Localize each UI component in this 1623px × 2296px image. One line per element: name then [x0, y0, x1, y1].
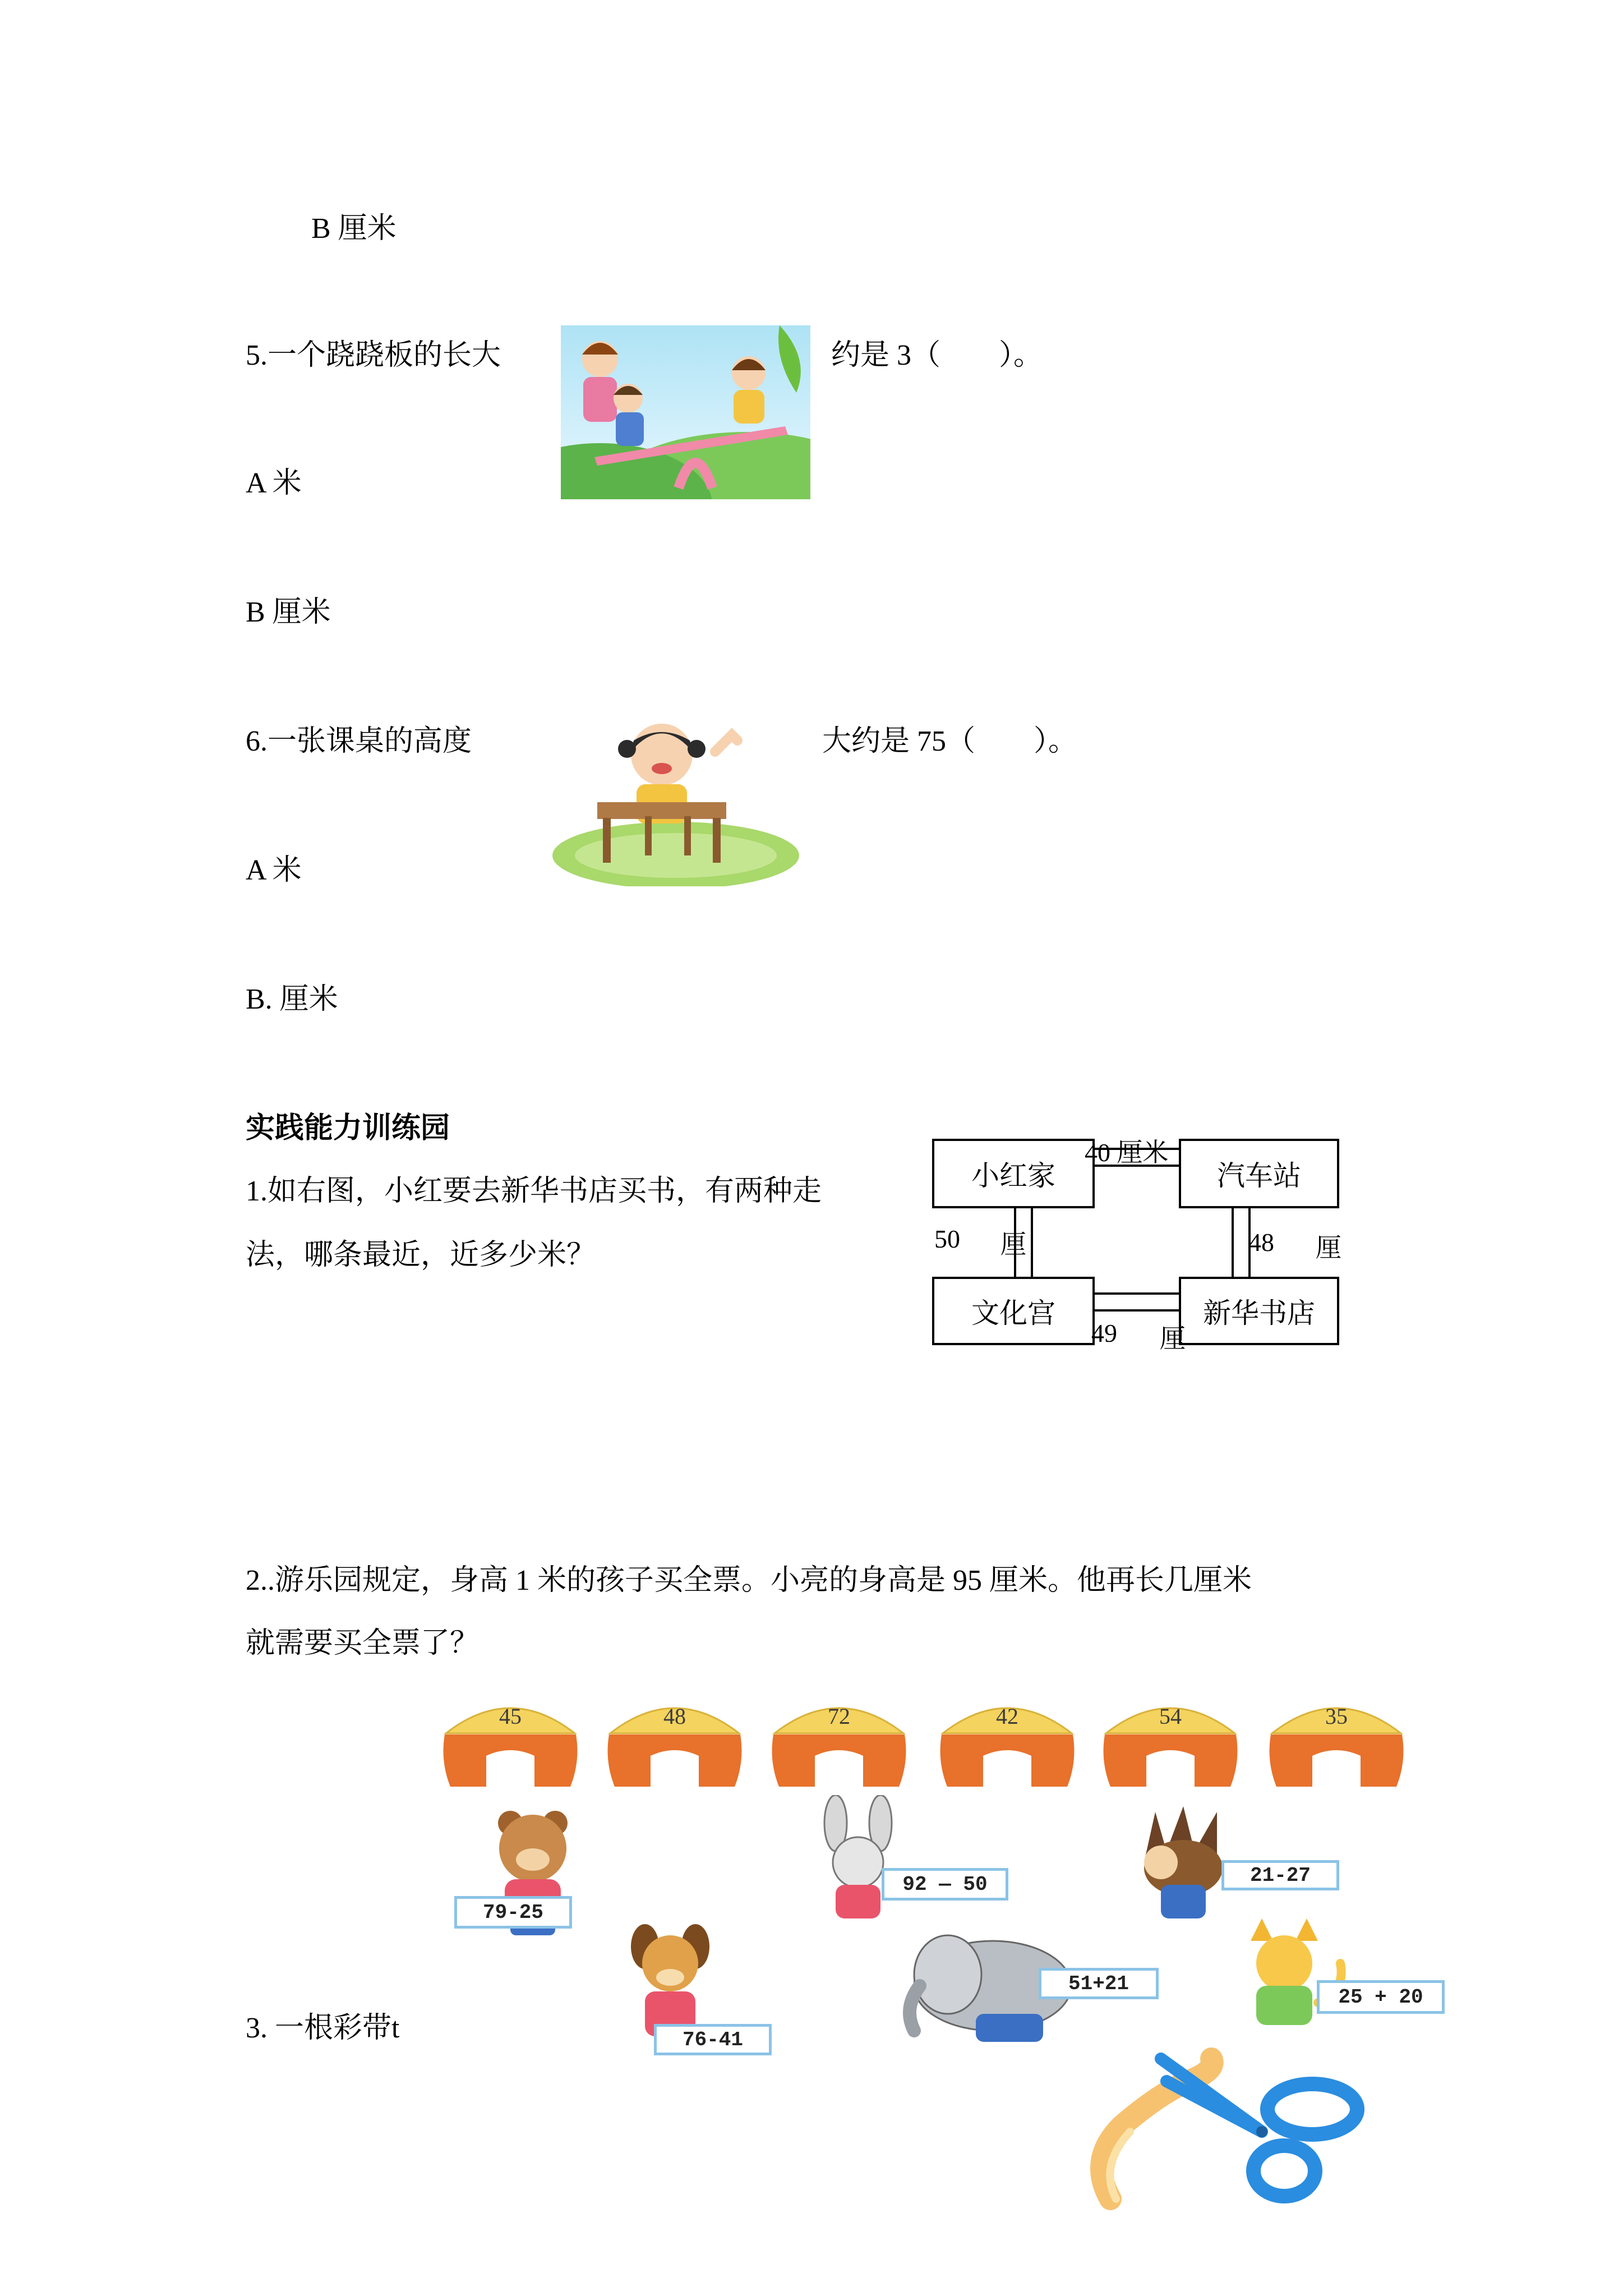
house-number: 35: [1325, 1704, 1348, 1729]
practice-q2-line1: 2..游乐园规定，身高 1 米的孩子买全票。小亮的身高是 95 厘米。他再长几厘米: [246, 1565, 1252, 1596]
place-bus-station: 汽车站: [1179, 1139, 1339, 1208]
house-6: [1266, 1694, 1407, 1795]
place-home: 小红家: [932, 1139, 1095, 1208]
house-number: 45: [499, 1704, 522, 1729]
card-dog: 76-41: [654, 2024, 772, 2055]
card-elephant: 51+21: [1039, 1968, 1159, 1999]
q5-text-right: 约是 3（ ）。: [831, 339, 1043, 371]
label-bottom-road-num: 49: [1091, 1319, 1117, 1347]
place-bookstore: 新华书店: [1179, 1277, 1339, 1345]
top-option-b: B 厘米: [311, 213, 396, 245]
house-number: 42: [996, 1704, 1018, 1729]
label-right-road-unit: 厘: [1316, 1234, 1341, 1262]
house-1: [440, 1694, 580, 1795]
q5-option-a: A 米: [246, 467, 302, 499]
practice-q1-line2: 法，哪条最近，近多少米？: [246, 1239, 596, 1271]
seesaw-illustration: [561, 325, 810, 499]
road-right: [1232, 1208, 1251, 1277]
rabbit-icon: [802, 1795, 920, 1930]
card-cat: 25 + 20: [1317, 1980, 1445, 2014]
label-bottom-road-unit: 厘: [1160, 1324, 1186, 1353]
desk-child-illustration: [547, 718, 805, 886]
q5-text-left: 5.一个跷跷板的长大: [246, 339, 501, 371]
card-hedgehog: 21-27: [1221, 1860, 1339, 1890]
card-rabbit: 92 — 50: [882, 1868, 1008, 1901]
practice-q2-line2: 就需要买全票了？: [246, 1627, 479, 1659]
house-5: [1100, 1694, 1241, 1795]
road-bottom: [1095, 1292, 1179, 1312]
house-4: [937, 1694, 1077, 1795]
q5-option-b: B 厘米: [246, 596, 331, 628]
section-heading: 实践能力训练园: [246, 1112, 450, 1144]
house-2: [605, 1694, 745, 1795]
label-left-road-num: 50: [934, 1225, 960, 1253]
label-top-road: 40 厘米: [1085, 1138, 1169, 1167]
q6-text-right: 大约是 75（ ）。: [822, 725, 1078, 757]
house-number: 48: [663, 1704, 686, 1729]
q6-option-b: B. 厘米: [246, 983, 338, 1015]
place-culture-palace: 文化宫: [932, 1277, 1095, 1345]
card-bear: 79-25: [454, 1896, 572, 1929]
practice-q3-text: 3. 一根彩带t: [246, 2012, 400, 2044]
practice-q1-line1: 1.如右图，小红要去新华书店买书，有两种走: [246, 1175, 822, 1207]
house-number: 72: [828, 1704, 850, 1729]
label-left-road-unit: 厘: [1000, 1230, 1026, 1259]
house-3: [769, 1694, 909, 1795]
house-number: 54: [1159, 1704, 1182, 1729]
scissors-ribbon-icon: [1077, 2047, 1380, 2210]
q6-text-left: 6.一张课桌的高度: [246, 725, 472, 757]
q6-option-a: A 米: [246, 854, 302, 886]
label-right-road-num: 48: [1248, 1228, 1274, 1257]
